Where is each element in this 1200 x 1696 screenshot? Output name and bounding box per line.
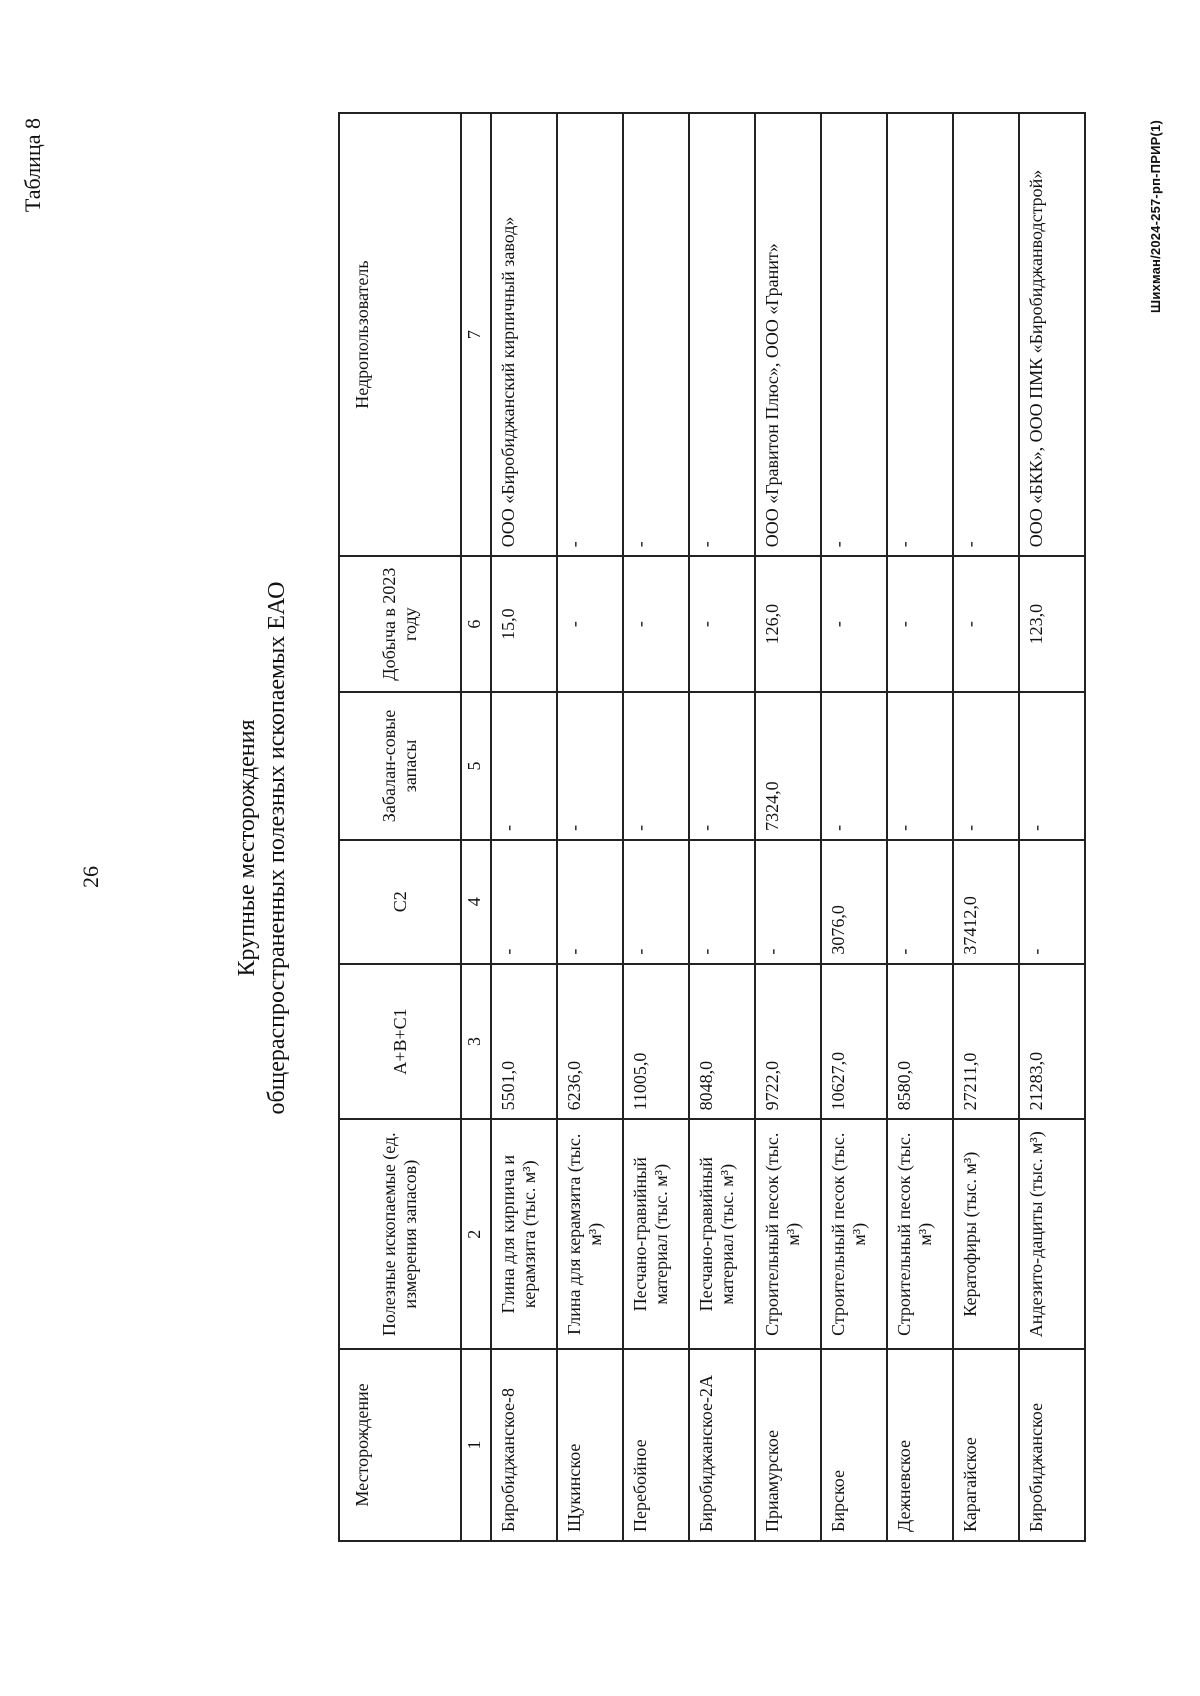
off-balance-cell: - (821, 692, 887, 840)
off-balance-cell: - (1019, 692, 1085, 840)
reserves-abc1-cell: 6236,0 (557, 964, 623, 1120)
production-2023-cell: - (689, 556, 755, 692)
document-code: Шихман/2024-257-рп-ПРИР(1) (1148, 120, 1163, 313)
subsoil-user-cell: ООО «Биробиджанский кирпичный завод» (491, 113, 557, 556)
deposits-table (338, 112, 1086, 1542)
deposit-name-cell: Биробиджанское (1019, 1349, 1085, 1541)
mineral-cell: Строительный песок (тыс. м³) (887, 1119, 953, 1349)
table-row (755, 113, 821, 1541)
reserves-c2-cell: - (1019, 840, 1085, 964)
table-title-line-1: Крупные месторождения (234, 719, 260, 977)
table-row (491, 113, 557, 1541)
mineral-cell: Кератофиры (тыс. м³) (953, 1119, 1019, 1349)
subsoil-user-cell: ООО «БКК», ООО ПМК «Биробиджанводстрой» (1019, 113, 1085, 556)
reserves-c2-cell: - (689, 840, 755, 964)
column-number-cell: 1 (461, 1349, 491, 1541)
column-number-cell: 5 (461, 692, 491, 840)
production-2023-cell: - (821, 556, 887, 692)
production-2023-cell: 123,0 (1019, 556, 1085, 692)
reserves-abc1-cell: 9722,0 (755, 964, 821, 1120)
production-2023-cell: - (623, 556, 689, 692)
deposit-name-cell: Щукинское (557, 1349, 623, 1541)
header-cell: Забалан-совые запасы (339, 692, 461, 840)
mineral-cell: Андезито-дациты (тыс. м³) (1019, 1119, 1085, 1349)
mineral-cell: Глина для кирпича и керамзита (тыс. м³) (491, 1119, 557, 1349)
column-number-cell: 7 (461, 113, 491, 556)
production-2023-cell: 15,0 (491, 556, 557, 692)
subsoil-user-cell: - (689, 113, 755, 556)
mineral-cell: Песчано-гравийный материал (тыс. м³) (689, 1119, 755, 1349)
header-cell: Недропользователь (339, 113, 461, 556)
mineral-cell: Строительный песок (тыс. м³) (821, 1119, 887, 1349)
subsoil-user-cell: - (557, 113, 623, 556)
subsoil-user-cell: - (821, 113, 887, 556)
deposit-name-cell: Перебойное (623, 1349, 689, 1541)
off-balance-cell: - (557, 692, 623, 840)
table-row (689, 113, 755, 1541)
off-balance-cell: - (953, 692, 1019, 840)
header-cell: Добыча в 2023 году (339, 556, 461, 692)
mineral-cell: Строительный песок (тыс. м³) (755, 1119, 821, 1349)
table-row (821, 113, 887, 1541)
reserves-abc1-cell: 5501,0 (491, 964, 557, 1120)
column-number-cell: 3 (461, 964, 491, 1120)
mineral-cell: Песчано-гравийный материал (тыс. м³) (623, 1119, 689, 1349)
reserves-abc1-cell: 11005,0 (623, 964, 689, 1120)
production-2023-cell: - (953, 556, 1019, 692)
reserves-abc1-cell: 10627,0 (821, 964, 887, 1120)
table-label: Таблица 8 (20, 118, 45, 213)
off-balance-cell: 7324,0 (755, 692, 821, 840)
mineral-cell: Глина для керамзита (тыс. м³) (557, 1119, 623, 1349)
reserves-c2-cell: 37412,0 (953, 840, 1019, 964)
reserves-c2-cell: - (887, 840, 953, 964)
deposit-name-cell: Дежневское (887, 1349, 953, 1541)
reserves-abc1-cell: 21283,0 (1019, 964, 1085, 1120)
column-number-cell: 6 (461, 556, 491, 692)
header-row (339, 113, 461, 1541)
reserves-abc1-cell: 8048,0 (689, 964, 755, 1120)
header-cell: С2 (339, 840, 461, 964)
reserves-abc1-cell: 27211,0 (953, 964, 1019, 1120)
reserves-c2-cell: - (491, 840, 557, 964)
reserves-abc1-cell: 8580,0 (887, 964, 953, 1120)
deposit-name-cell: Приамурское (755, 1349, 821, 1541)
subsoil-user-cell: ООО «Гравитон Плюс», ООО «Гранит» (755, 113, 821, 556)
off-balance-cell: - (623, 692, 689, 840)
header-cell: Полезные ископаемые (ед. измерения запасов) (339, 1119, 461, 1349)
column-number-cell: 4 (461, 840, 491, 964)
table-row (623, 113, 689, 1541)
deposit-name-cell: Биробиджанское-8 (491, 1349, 557, 1541)
subsoil-user-cell: - (953, 113, 1019, 556)
off-balance-cell: - (689, 692, 755, 840)
subsoil-user-cell: - (623, 113, 689, 556)
column-number-cell: 2 (461, 1119, 491, 1349)
table-title-line-2: общераспространенных полезных ископаемых ЕАО (264, 581, 290, 1115)
table-row (887, 113, 953, 1541)
header-cell: Месторождение (339, 1349, 461, 1541)
column-number-row (461, 113, 491, 1541)
reserves-c2-cell: 3076,0 (821, 840, 887, 964)
reserves-c2-cell: - (623, 840, 689, 964)
production-2023-cell: - (887, 556, 953, 692)
reserves-c2-cell: - (755, 840, 821, 964)
off-balance-cell: - (491, 692, 557, 840)
table-row (557, 113, 623, 1541)
deposit-name-cell: Биробиджанское-2А (689, 1349, 755, 1541)
reserves-c2-cell: - (557, 840, 623, 964)
subsoil-user-cell: - (887, 113, 953, 556)
production-2023-cell: 126,0 (755, 556, 821, 692)
production-2023-cell: - (557, 556, 623, 692)
table-row (1019, 113, 1085, 1541)
page-number: 26 (78, 866, 103, 888)
off-balance-cell: - (887, 692, 953, 840)
deposit-name-cell: Карагайское (953, 1349, 1019, 1541)
table-row (953, 113, 1019, 1541)
header-cell: А+В+С1 (339, 964, 461, 1120)
deposit-name-cell: Бирское (821, 1349, 887, 1541)
